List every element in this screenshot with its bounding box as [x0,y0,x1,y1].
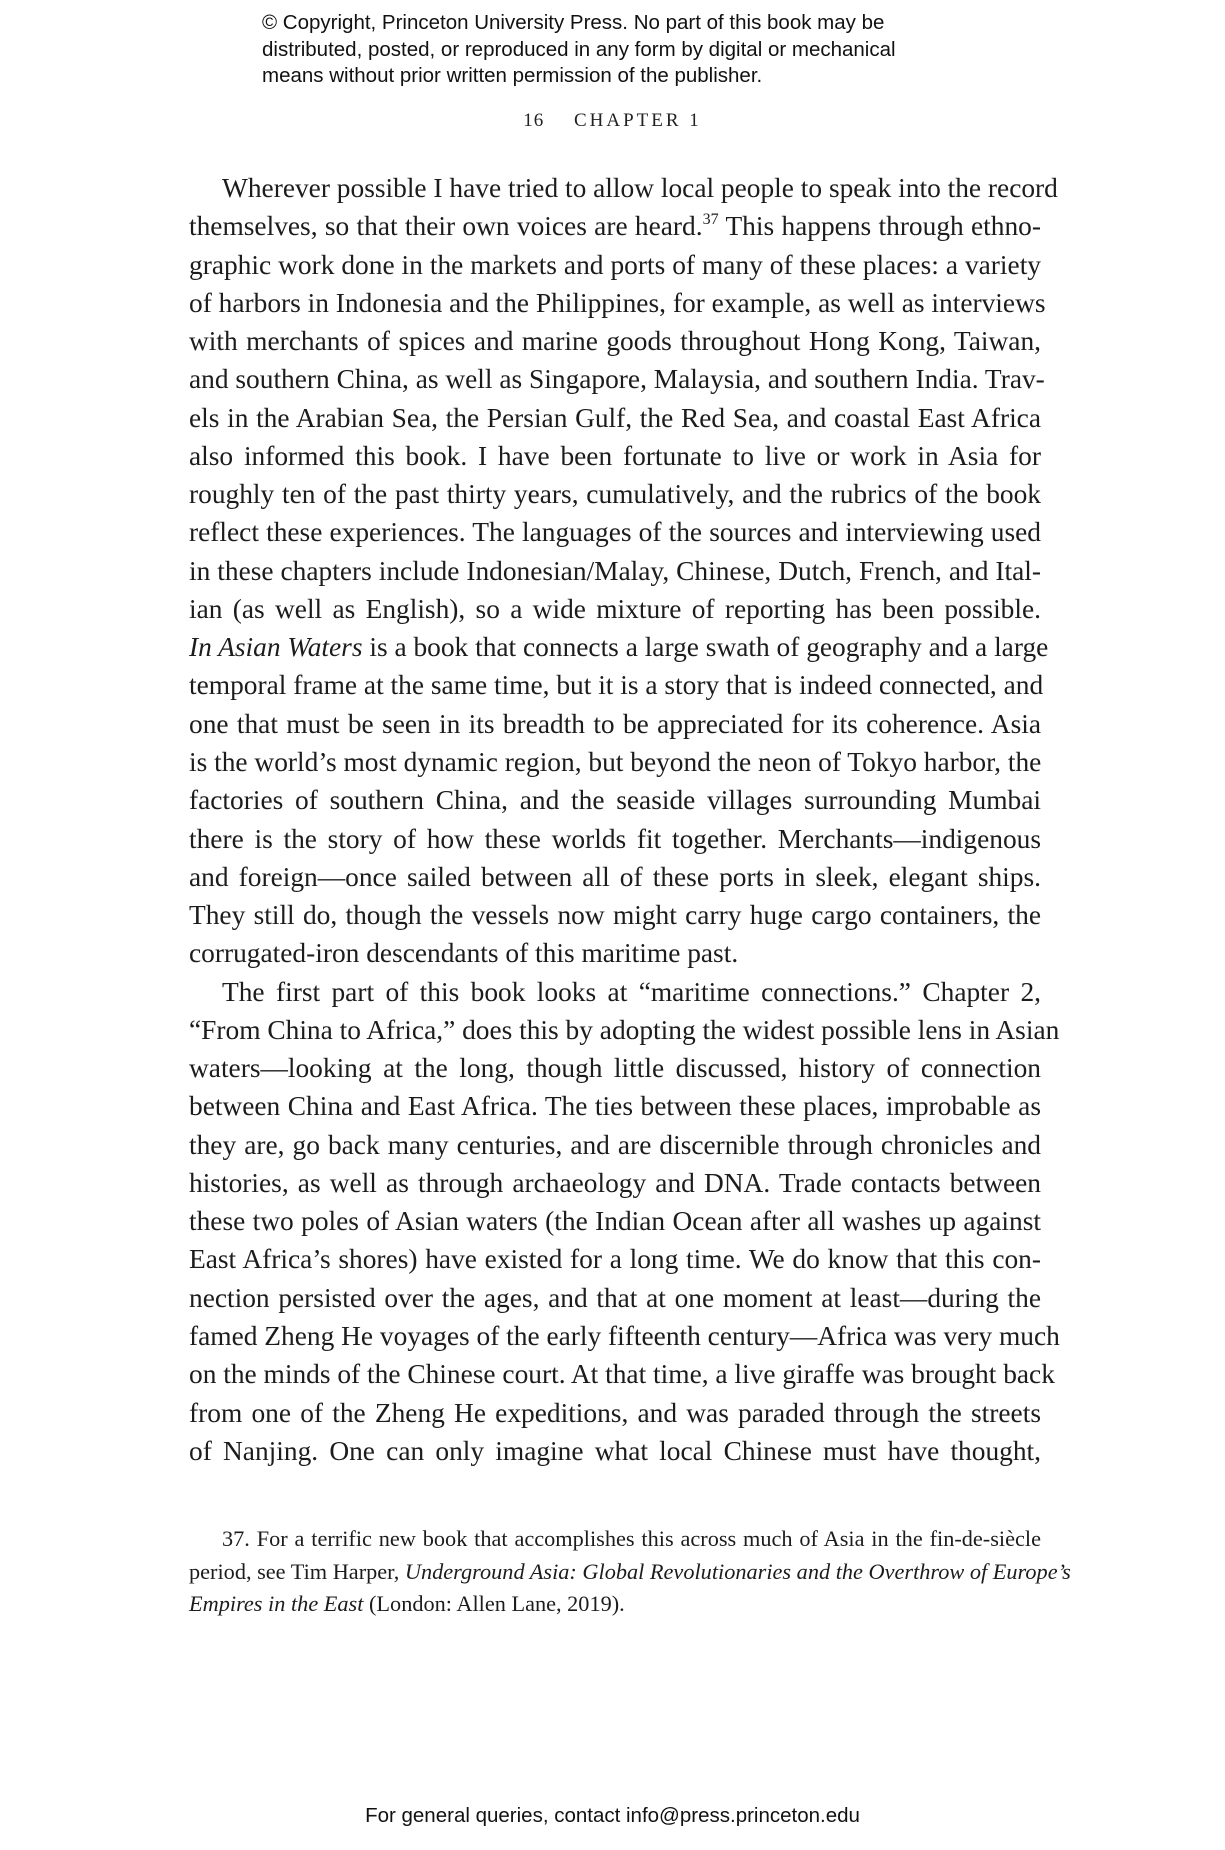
text-line: from one of the Zheng He expeditions, and was paraded through the streets [189,1397,1041,1428]
text-line: and foreign—once sailed between all of these ports in sleek, elegant ships. [189,861,1041,892]
footer-contact: For general queries, contact info@press.princeton.edu [365,1804,860,1827]
text-line: graphic work done in the markets and ports of many of these places: a variety [189,249,1041,280]
text-line: famed Zheng He voyages of the early fifteenth century—Africa was very much [189,1320,1060,1351]
text-line: and southern China, as well as Singapore, Malaysia, and southern India. Trav- [189,364,1045,395]
text-line: is the world’s most dynamic region, but beyond the neon of Tokyo harbor, the [189,746,1042,777]
footnote-line [189,1556,1071,1589]
text-line: of Nanjing. One can only imagine what local Chinese must have thought, [189,1435,1041,1466]
text-span: (London: Allen Lane, 2019). [363,1591,625,1616]
text-line: also informed this book. I have been fortunate to live or work in Asia for [189,440,1041,471]
footnote-line [189,1588,1041,1621]
text-line: ian (as well as English), so a wide mixture of reporting has been possible. [189,593,1041,624]
book-title: In Asian Waters [189,632,363,663]
text-line [189,207,1041,245]
text-line: waters—looking at the long, though little discussed, history of connection [189,1053,1041,1084]
text-line: East Africa’s shores) have existed for a long time. We do know that this con- [189,1244,1041,1275]
text-line: with merchants of spices and marine goods throughout Hong Kong, Taiwan, [189,326,1041,357]
cited-title: Empires in the East [189,1591,364,1616]
text-line: between China and East Africa. The ties between these places, improbable as [189,1091,1041,1122]
text-line: on the minds of the Chinese court. At that time, a live giraffe was brought back [189,1359,1055,1390]
chapter-label: CHAPTER 1 [573,110,702,131]
text-line: temporal frame at the same time, but it is a story that is indeed connected, and [189,670,1044,701]
footnote [189,1523,1071,1621]
text-line: “From China to Africa,” does this by adopting the widest possible lens in Asian [189,1014,1060,1045]
text-line: factories of southern China, and the seaside villages surrounding Mumbai [189,785,1041,816]
text-line: these two poles of Asian waters (the Indian Ocean after all washes up against [189,1206,1041,1237]
cited-title: Underground Asia: Global Revolutionaries and the Overthrow of Europe’s [404,1558,1071,1584]
text-span: themselves, so that their own voices are heard. [189,211,703,242]
text-line: they are, go back many centuries, and are discernible through chronicles and [189,1129,1041,1160]
running-head [0,110,1225,132]
body-text [189,169,1060,1470]
page-number: 16 [523,110,545,131]
text-line: Wherever possible I have tried to allow local people to speak into the record [222,173,1058,203]
text-line [189,628,1049,666]
text-line: of harbors in Indonesia and the Philippines, for example, as well as interviews [189,287,1046,318]
text-line: The first part of this book looks at “maritime connections.” Chapter 2, [222,976,1041,1007]
copyright-line: © Copyright, Princeton University Press. No part of this book may be [262,11,885,34]
text-line: nection persisted over the ages, and that at one moment at least—during the [189,1282,1041,1313]
text-line: corrugated-iron descendants of this maritime past. [189,938,739,969]
copyright-line: distributed, posted, or reproduced in any form by digital or mechanical [262,37,896,61]
text-line: histories, as well as through archaeology and DNA. Trade contacts between [189,1167,1041,1198]
footnote-line: 37. For a terrific new book that accomplishes this across much of Asia in the fin-de-siècle [222,1526,1041,1551]
text-line: roughly ten of the past thirty years, cumulatively, and the rubrics of the book [189,479,1041,510]
text-span: is a book that connects a large swath of geography and a large [362,632,1049,663]
text-span: period, see Tim Harper, [189,1558,405,1584]
text-line: there is the story of how these worlds fit together. Merchants—indigenous [189,823,1041,854]
text-line: els in the Arabian Sea, the Persian Gulf, the Red Sea, and coastal East Africa [189,402,1041,433]
copyright-line: means without prior written permission of the publisher. [262,64,763,87]
text-line: reflect these experiences. The languages of the sources and interviewing used [189,517,1041,548]
footnote-ref: 37 [702,211,719,229]
text-line: They still do, though the vessels now might carry huge cargo containers, the [189,900,1041,931]
copyright-notice [262,10,1022,90]
text-span: This happens through ethno- [725,211,1041,242]
text-line: one that must be seen in its breadth to be appreciated for its coherence. Asia [189,708,1041,739]
text-line: in these chapters include Indonesian/Malay, Chinese, Dutch, French, and Ital- [189,555,1041,586]
